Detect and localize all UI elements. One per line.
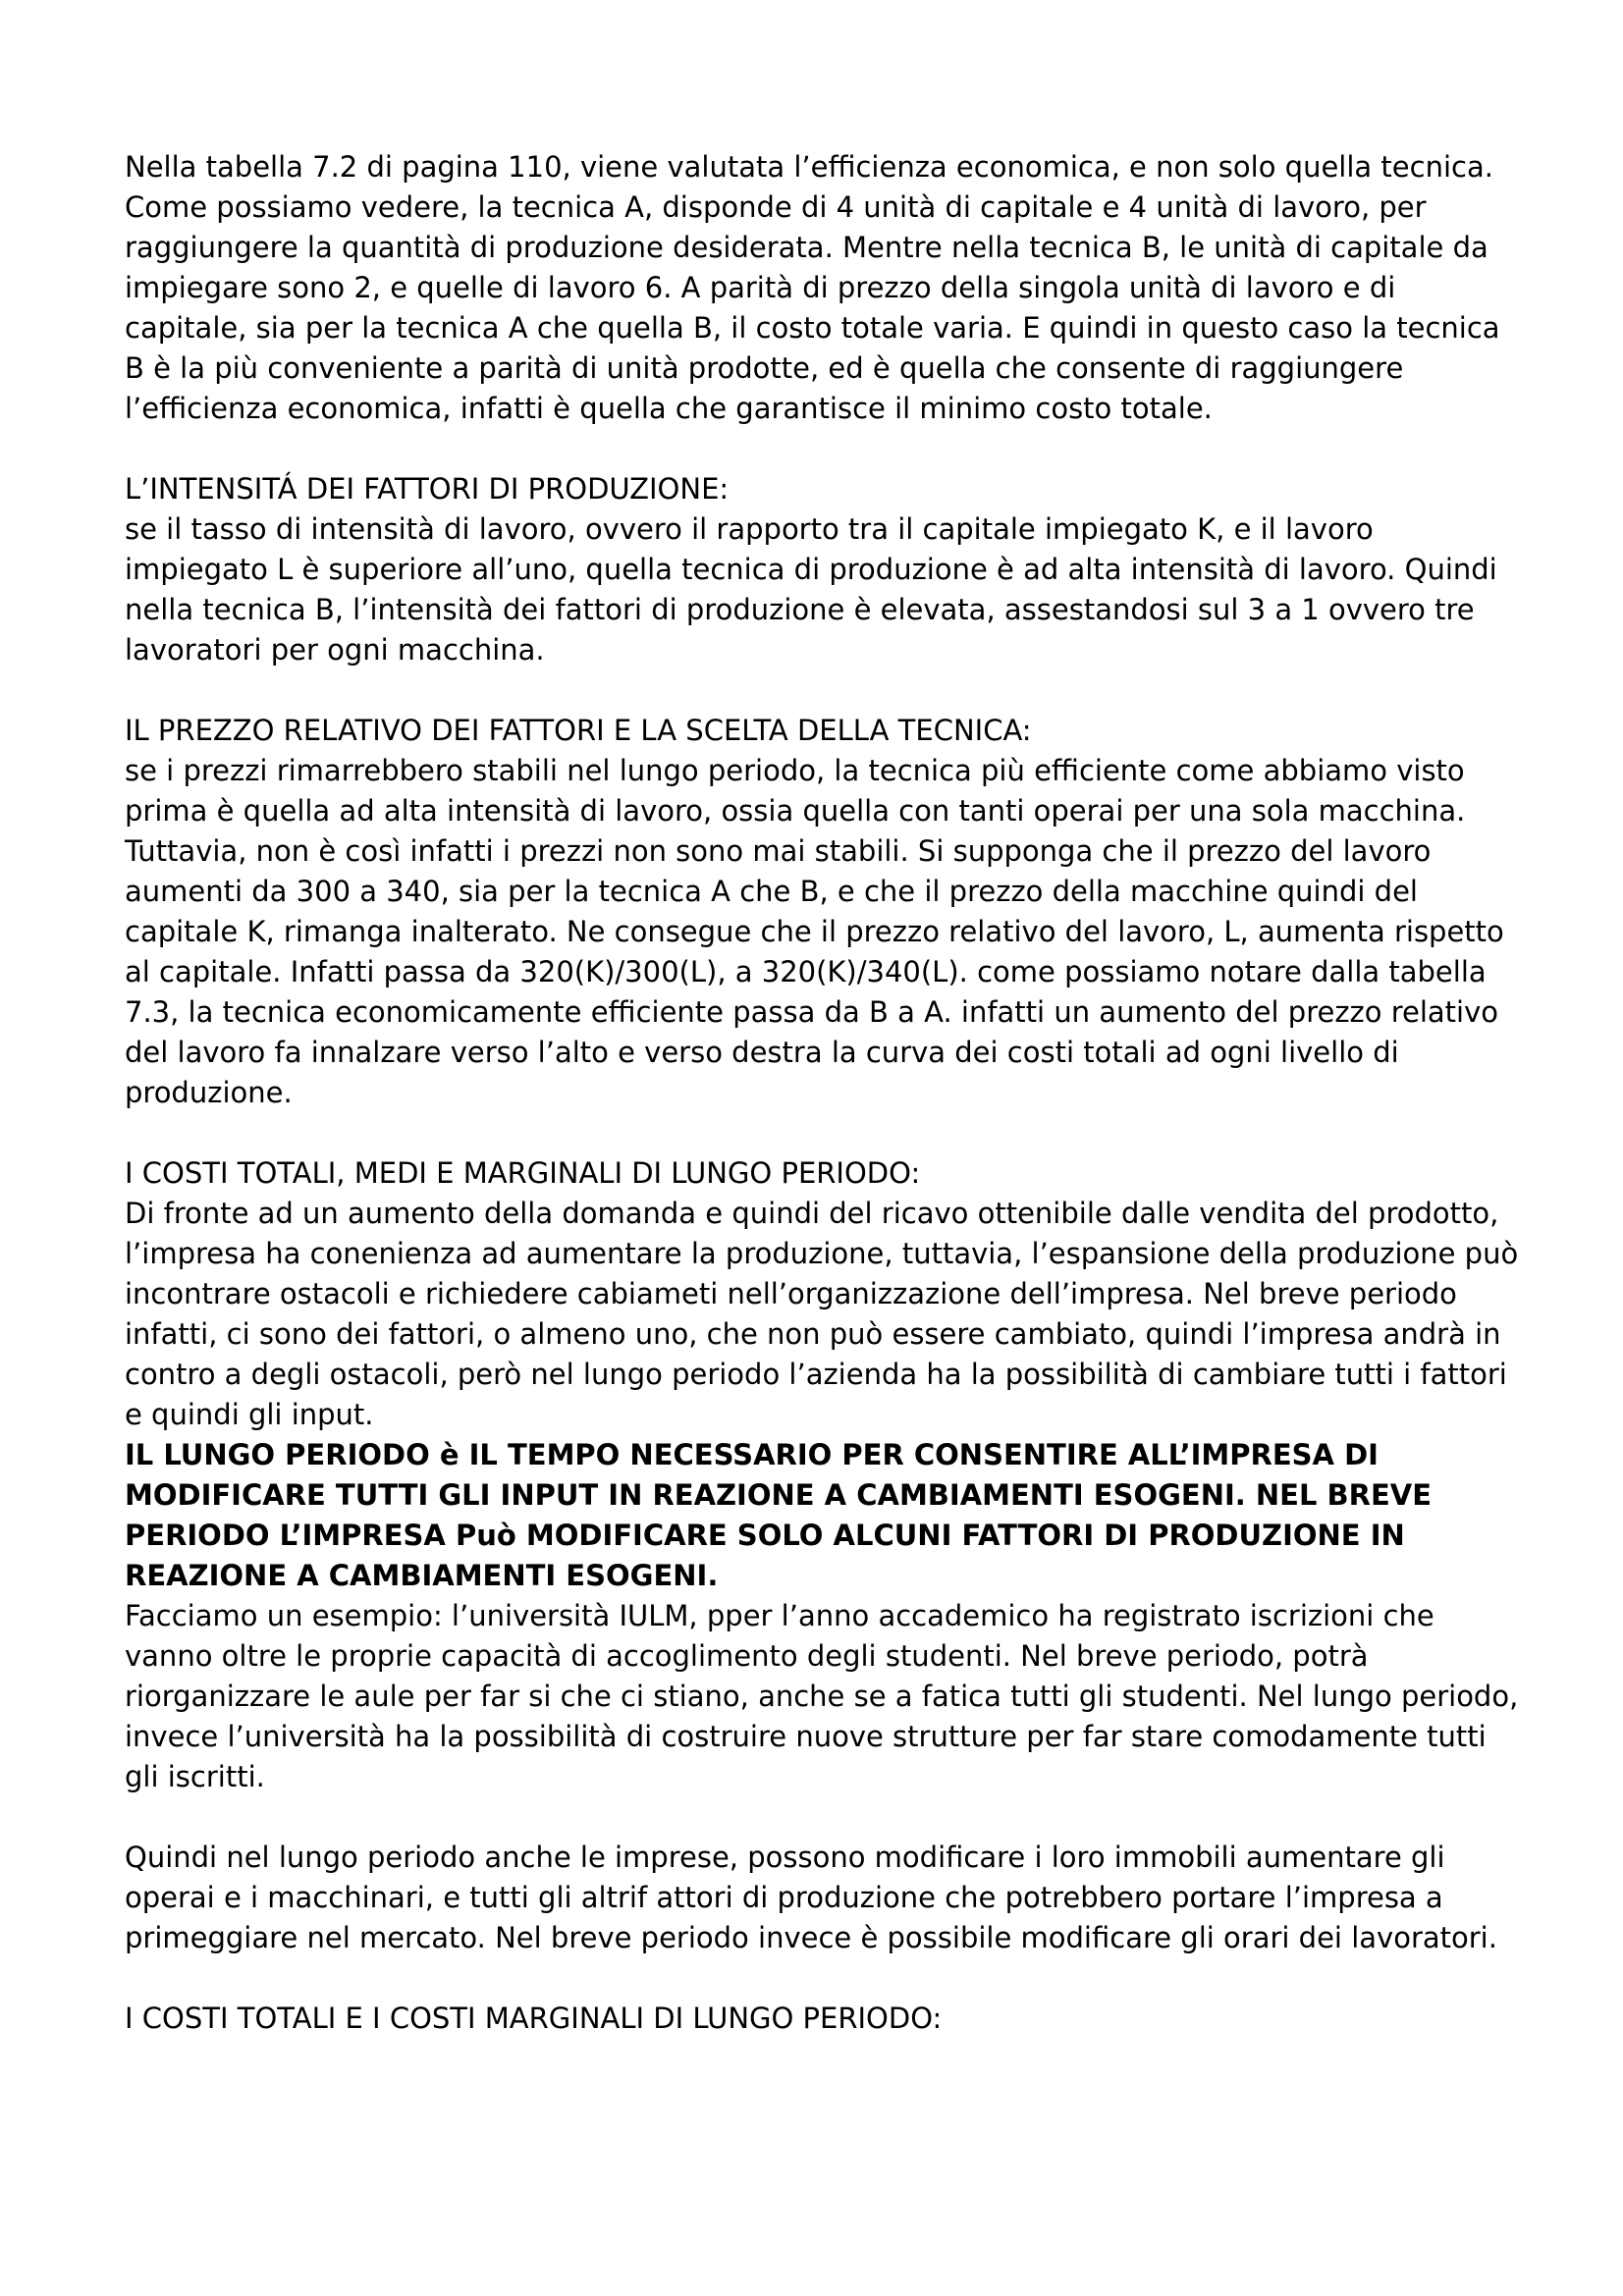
heading-costi-totali-marginali: I COSTI TOTALI E I COSTI MARGINALI DI LUNGO PERIODO: <box>125 2002 943 2035</box>
paragraph-prezzo-relativo: se i prezzi rimarrebbero stabili nel lungo periodo, la tecnica più efficiente come abbiamo visto prima è quella ad alta intensità di lavoro, ossia quella con tanti operai per una sola macchina. Tuttavia, non è così infatti i prezzi non sono mai stabili. Si supponga che il prezzo del lavoro aumenti da 300 a 340, sia per la tecnica A che B, e che il prezzo della macchine quindi del capitale K, rimanga inalterato. Ne consegue che il prezzo relativo del lavoro, L, aumenta rispetto al capitale. Infatti passa da 320(K)/300(L), a 320(K)/340(L). come possiamo notare dalla tabella 7.3, la tecnica economicamente efficiente passa da B a A. infatti un aumento del prezzo relativo del lavoro fa innalzare verso l’alto e verso destra la curva dei costi totali ad ogni livello di produzione. <box>125 754 1504 1109</box>
heading-costi-lungo-periodo: I COSTI TOTALI, MEDI E MARGINALI DI LUNGO PERIODO: <box>125 1156 921 1190</box>
paragraph-definizione-lungo-periodo: IL LUNGO PERIODO è IL TEMPO NECESSARIO PER CONSENTIRE ALL’IMPRESA DI MODIFICARE TUTTI GLI INPUT IN REAZIONE A CAMBIAMENTI ESOGENI. NEL BREVE PERIODO L’IMPRESA Può MODIFICARE SOLO ALCUNI FATTORI DI PRODUZIONE IN REAZIONE A CAMBIAMENTI ESOGENI. <box>125 1438 1433 1592</box>
paragraph-spacer <box>125 1958 1519 1999</box>
paragraph-efficienza-economica: Nella tabella 7.2 di pagina 110, viene valutata l’efficienza economica, e non solo quella tecnica. Come possiamo vedere, la tecnica A, disponde di 4 unità di capitale e 4 unità di lavoro, per raggiungere la quantità di produzione desiderata. Mentre nella tecnica B, le unità di capitale da impiegare sono 2, e quelle di lavoro 6. A parità di prezzo della singola unità di lavoro e di capitale, sia per la tecnica A che quella B, il costo totale varia. E quindi in questo caso la tecnica B è la più conveniente a parità di unità prodotte, ed è quella che consente di raggiungere l’efficienza economica, infatti è quella che garantisce il minimo costo totale. <box>125 150 1500 425</box>
paragraph-spacer <box>125 1797 1519 1838</box>
document-body <box>125 147 1519 2039</box>
paragraph-esempio-iulm: Facciamo un esempio: l’università IULM, pper l’anno accademico ha registrato iscrizioni che vanno oltre le proprie capacità di accoglimento degli studenti. Nel breve periodo, potrà riorganizzare le aule per far si che ci stiano, anche se a fatica tutti gli studenti. Nel lungo periodo, invece l’università ha la possibilità di costruire nuove strutture per far stare comodamente tutti gli iscritti. <box>125 1599 1519 1793</box>
paragraph-aumento-domanda: Di fronte ad un aumento della domanda e quindi del ricavo ottenibile dalle vendita del prodotto, l’impresa ha conenienza ad aumentare la produzione, tuttavia, l’espansione della produzione può incontrare ostacoli e richiedere cabiameti nell’organizzazione dell’impresa. Nel breve periodo infatti, ci sono dei fattori, o almeno uno, che non può essere cambiato, quindi l’impresa andrà in contro a degli ostacoli, però nel lungo periodo l’azienda ha la possibilità di cambiare tutti i fattori e quindi gli input. <box>125 1197 1519 1431</box>
heading-intensita-fattori: L’INTENSITÁ DEI FATTORI DI PRODUZIONE: <box>125 472 730 506</box>
paragraph-spacer <box>125 670 1519 711</box>
paragraph-spacer <box>125 429 1519 469</box>
heading-prezzo-relativo: IL PREZZO RELATIVO DEI FATTORI E LA SCELTA DELLA TECNICA: <box>125 714 1032 747</box>
paragraph-imprese-lungo-periodo: Quindi nel lungo periodo anche le imprese, possono modificare i loro immobili aumentare gli operai e i macchinari, e tutti gli altrif attori di produzione che potrebbero portare l’impresa a primeggiare nel mercato. Nel breve periodo invece è possibile modificare gli orari dei lavoratori. <box>125 1841 1497 1954</box>
paragraph-intensita-fattori: se il tasso di intensità di lavoro, ovvero il rapporto tra il capitale impiegato K, e il lavoro impiegato L è superiore all’uno, quella tecnica di produzione è ad alta intensità di lavoro. Quindi nella tecnica B, l’intensità dei fattori di produzione è elevata, assestandosi sul 3 a 1 ovvero tre lavoratori per ogni macchina. <box>125 512 1497 667</box>
paragraph-spacer <box>125 1113 1519 1153</box>
